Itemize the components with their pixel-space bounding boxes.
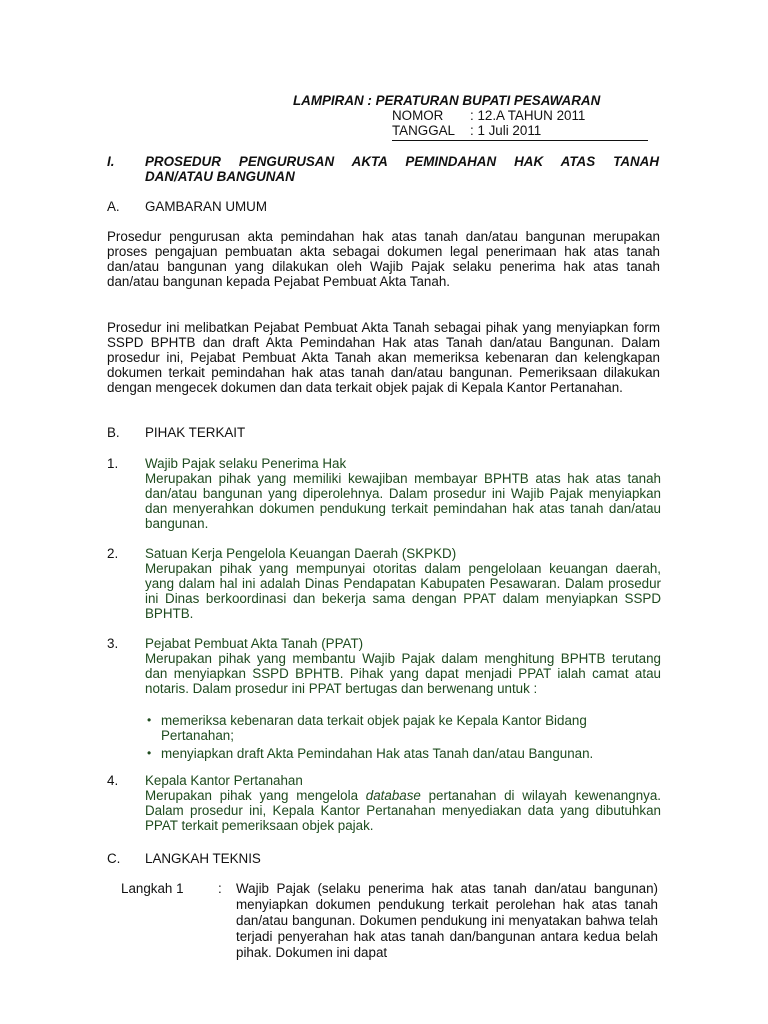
pihak-item-1-title: Wajib Pajak selaku Penerima Hak: [145, 456, 347, 471]
section-a-paragraph-1: [107, 229, 660, 289]
nomor-label: NOMOR: [392, 108, 444, 123]
gambaran-umum-text-1: Prosedur pengurusan akta pemindahan hak atas tanah dan/atau bangunan merupakan proses pengajuan pembuatan akta sebagai dokumen legal penerimaan hak atas tanah dan/atau bangunan yang dilakukan oleh Wajib Pajak selaku penerima hak atas tanah dan/atau bangunan kepada Pejabat Pembuat Akta Tanah.: [107, 229, 660, 289]
pihak-item-1-number: 1.: [107, 456, 119, 471]
header-underline: [392, 140, 648, 141]
pihak-item-3-text: Merupakan pihak yang membantu Wajib Pajak dalam menghitung BPHTB terutang dan menyiapkan SSPD BPHTB. Pihak yang dapat menjadi PPAT ialah camat atau notaris. Dalam prosedur ini PPAT bertugas dan berwenang untuk :: [145, 651, 661, 696]
step-1-label: Langkah 1: [121, 881, 184, 896]
pihak-item-4-text-pre: Merupakan pihak yang mengelola: [145, 788, 366, 803]
section-a-paragraph-2: [107, 320, 660, 395]
pihak-item-4-body: [145, 788, 661, 833]
pihak-item-4-number: 4.: [107, 773, 119, 788]
section-b-heading: PIHAK TERKAIT: [145, 425, 246, 440]
section-a-heading: GAMBARAN UMUM: [145, 199, 268, 214]
tanggal-label: TANGGAL: [392, 123, 455, 138]
section-c-heading: LANGKAH TEKNIS: [145, 851, 261, 866]
pihak-item-2-title: Satuan Kerja Pengelola Keuangan Daerah (SKPKD): [145, 546, 457, 561]
lampiran-heading: LAMPIRAN : PERATURAN BUPATI PESAWARAN: [293, 93, 601, 108]
pihak-item-1-text: Merupakan pihak yang memiliki kewajiban membayar BPHTB atas hak atas tanah dan/atau bangunan yang diperolehnya. Dalam prosedur ini Wajib Pajak menyiapkan dan menyerahkan dokumen pendukung terkait pemindahan hak atas tanah dan/atau bangunan.: [145, 471, 661, 531]
section-i-title-line1: PROSEDUR PENGURUSAN AKTA PEMINDAHAN HAK ATAS TANAH: [145, 154, 659, 169]
list-item: • menyiapkan draft Akta Pemindahan Hak atas Tanah dan/atau Bangunan.: [145, 746, 661, 761]
section-b-letter: B.: [107, 425, 120, 440]
list-item: • memeriksa kebenaran data terkait objek pajak ke Kepala Kantor Bidang Pertanahan;: [145, 713, 661, 743]
pihak-item-1-body: [145, 471, 661, 531]
pihak-item-4-title: Kepala Kantor Pertanahan: [145, 773, 303, 788]
pihak-item-2-body: [145, 561, 661, 621]
pihak-item-4-text-post: pertanahan di wilayah kewenangnya. Dalam prosedur ini, Kepala Kantor Pertanahan menyediakan data yang dibutuhkan PPAT terkait pemeriksaan objek pajak.: [145, 788, 661, 833]
section-a-letter: A.: [107, 199, 120, 214]
gambaran-umum-text-2: Prosedur ini melibatkan Pejabat Pembuat Akta Tanah sebagai pihak yang menyiapkan form SSPD BPHTB dan draft Akta Pemindahan Hak atas Tanah dan/atau Bangunan. Dalam prosedur ini, Pejabat Pembuat Akta Tanah akan memeriksa kebenaran dan kelengkapan dokumen terkait pemindahan hak atas tanah dan/atau bangunan. Pemeriksaan dilakukan dengan mengecek dokumen dan data terkait objek pajak di Kepala Kantor Pertanahan.: [107, 320, 660, 395]
step-1-body: [236, 881, 658, 961]
section-i-title-line2: DAN/ATAU BANGUNAN: [145, 169, 295, 184]
pihak-item-4-text: [145, 788, 661, 833]
step-1-colon: :: [218, 881, 222, 896]
pihak-item-2-number: 2.: [107, 546, 119, 561]
pihak-item-3-number: 3.: [107, 636, 119, 651]
section-i-number: I.: [107, 154, 115, 169]
nomor-value: : 12.A TAHUN 2011: [470, 108, 586, 123]
pihak-item-3-title: Pejabat Pembuat Akta Tanah (PPAT): [145, 636, 364, 651]
pihak-item-3-bullets: [145, 713, 661, 764]
step-1-text: Wajib Pajak (selaku penerima hak atas tanah dan/atau bangunan) menyiapkan dokumen pendukung terkait perolehan hak atas tanah dan/atau bangunan. Dokumen pendukung ini menyatakan bahwa telah terjadi penyerahan hak atas tanah dan/bangunan antara kedua belah pihak. Dokumen ini dapat: [236, 881, 658, 960]
pihak-item-3-body: [145, 651, 661, 696]
pihak-item-2-text: Merupakan pihak yang mempunyai otoritas dalam pengelolaan keuangan daerah, yang dalam hal ini adalah Dinas Pendapatan Kabupaten Pesawaran. Dalam prosedur ini Dinas berkoordinasi dan bekerja sama dengan PPAT dalam menyiapkan SSPD BPHTB.: [145, 561, 661, 621]
tanggal-value: : 1 Juli 2011: [470, 123, 542, 138]
database-term: database: [365, 788, 421, 803]
section-c-letter: C.: [107, 851, 121, 866]
